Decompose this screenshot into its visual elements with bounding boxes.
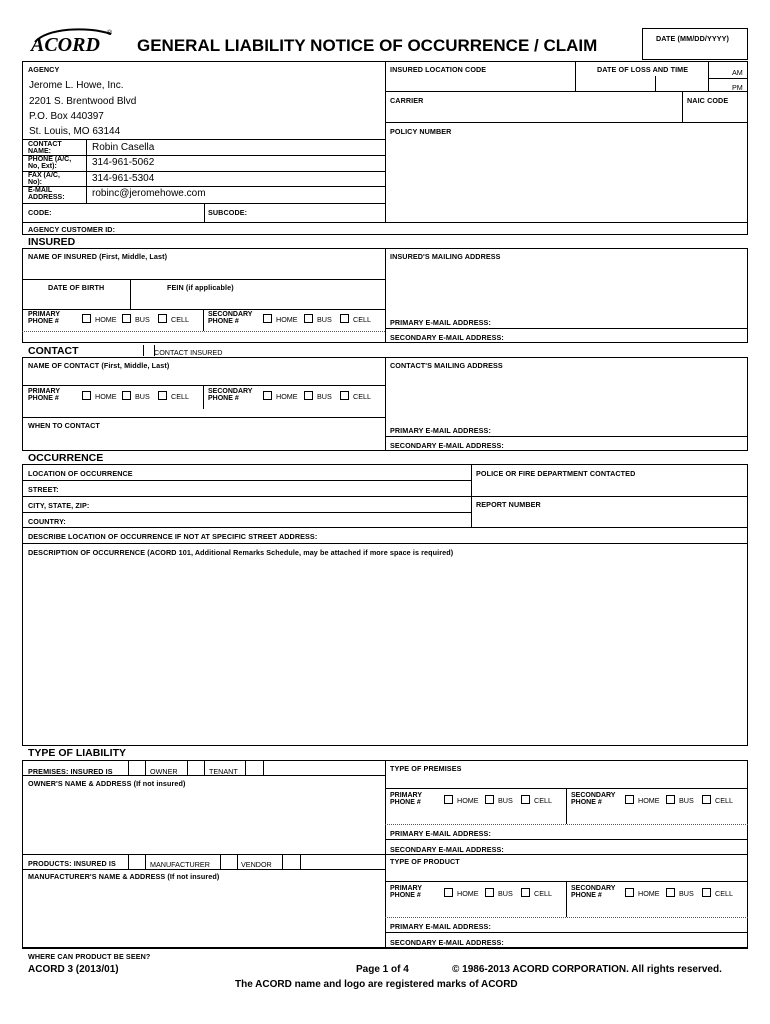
bus-label: BUS <box>679 796 694 805</box>
insured-secondary-home-checkbox[interactable] <box>263 314 272 323</box>
bus-label: BUS <box>317 315 332 324</box>
bus-label: BUS <box>135 315 150 324</box>
cell-label: CELL <box>534 889 552 898</box>
insured-location-code-label: INSURED LOCATION CODE <box>390 65 487 74</box>
insured-secondary-phone-label: SECONDARY PHONE # <box>208 311 253 325</box>
cell-label: CELL <box>353 315 371 324</box>
trademark: The ACORD name and logo are registered marks of ACORD <box>235 979 518 990</box>
contact-primary-home-checkbox[interactable] <box>82 391 91 400</box>
owner-secondary-cell-checkbox[interactable] <box>702 795 711 804</box>
describe-location-label: DESCRIBE LOCATION OF OCCURRENCE IF NOT AT SPECIFIC STREET ADDRESS: <box>28 532 318 541</box>
acord-logo <box>27 26 117 60</box>
carrier-label: CARRIER <box>390 96 424 105</box>
owner-option[interactable]: OWNER <box>150 767 178 776</box>
tenant-option[interactable]: TENANT <box>209 767 238 776</box>
cell-label: CELL <box>715 889 733 898</box>
mfr-primary-home-checkbox[interactable] <box>444 888 453 897</box>
fein-label: FEIN (if applicable) <box>167 283 234 292</box>
bus-label: BUS <box>498 889 513 898</box>
phone-label: PHONE (A/C, No, Ext): <box>28 156 72 170</box>
premises-label: PREMISES: INSURED IS <box>28 767 113 776</box>
agency-contact-name[interactable]: Robin Casella <box>92 142 155 153</box>
home-label: HOME <box>457 796 479 805</box>
agency-name[interactable]: Jerome L. Howe, Inc. <box>29 80 124 91</box>
agency-city[interactable]: St. Louis, MO 63144 <box>29 126 121 137</box>
naic-code-label: NAIC CODE <box>687 96 729 105</box>
agency-label: AGENCY <box>28 65 60 74</box>
report-number-label: REPORT NUMBER <box>476 500 541 509</box>
mfr-primary-email-label: PRIMARY E-MAIL ADDRESS: <box>390 922 491 931</box>
home-label: HOME <box>276 392 298 401</box>
insured-secondary-cell-checkbox[interactable] <box>340 314 349 323</box>
agency-fax[interactable]: 314-961-5304 <box>92 173 155 184</box>
owners-name-label: OWNER'S NAME & ADDRESS (If not insured) <box>28 779 186 788</box>
policy-number-label: POLICY NUMBER <box>390 127 452 136</box>
type-of-premises-label: TYPE OF PREMISES <box>390 764 462 773</box>
bus-label: BUS <box>679 889 694 898</box>
agency-email[interactable]: robinc@jeromehowe.com <box>92 188 206 199</box>
registered-mark: ® <box>107 30 113 37</box>
am-label[interactable]: AM <box>732 68 743 77</box>
contact-mailing-label: CONTACT'S MAILING ADDRESS <box>390 361 503 370</box>
contact-primary-email-label: PRIMARY E-MAIL ADDRESS: <box>390 426 491 435</box>
insured-mailing-label: INSURED'S MAILING ADDRESS <box>390 252 501 261</box>
home-label: HOME <box>95 392 117 401</box>
home-label: HOME <box>638 796 660 805</box>
form-title: GENERAL LIABILITY NOTICE OF OCCURRENCE / CLAIM <box>137 36 598 55</box>
mfr-secondary-cell-checkbox[interactable] <box>702 888 711 897</box>
manufacturers-name-label: MANUFACTURER'S NAME & ADDRESS (If not insured) <box>28 872 220 881</box>
owner-secondary-phone-label: SECONDARY PHONE # <box>571 792 616 806</box>
cell-label: CELL <box>534 796 552 805</box>
bus-label: BUS <box>317 392 332 401</box>
insured-secondary-email-label: SECONDARY E-MAIL ADDRESS: <box>390 333 504 342</box>
liability-section-title: TYPE OF LIABILITY <box>28 747 127 759</box>
mfr-primary-bus-checkbox[interactable] <box>485 888 494 897</box>
owner-secondary-home-checkbox[interactable] <box>625 795 634 804</box>
owner-secondary-email-label: SECONDARY E-MAIL ADDRESS: <box>390 845 504 854</box>
occurrence-block <box>22 464 748 746</box>
city-state-zip-label: CITY, STATE, ZIP: <box>28 501 90 510</box>
owner-primary-bus-checkbox[interactable] <box>485 795 494 804</box>
contact-secondary-home-checkbox[interactable] <box>263 391 272 400</box>
when-to-contact-label: WHEN TO CONTACT <box>28 421 100 430</box>
date-label: DATE (MM/DD/YYYY) <box>656 34 730 43</box>
code-label: CODE: <box>28 208 52 217</box>
street-label: STREET: <box>28 485 59 494</box>
copyright: © 1986-2013 ACORD CORPORATION. All rights reserved. <box>452 964 722 975</box>
fax-label: FAX (A/C, No): <box>28 172 60 186</box>
insured-primary-email-label: PRIMARY E-MAIL ADDRESS: <box>390 318 491 327</box>
date-of-loss-label: DATE OF LOSS AND TIME <box>597 65 689 74</box>
contact-name-label: CONTACT NAME: <box>28 141 62 155</box>
owner-secondary-bus-checkbox[interactable] <box>666 795 675 804</box>
agency-phone[interactable]: 314-961-5062 <box>92 157 155 168</box>
insured-secondary-bus-checkbox[interactable] <box>304 314 313 323</box>
police-label: POLICE OR FIRE DEPARTMENT CONTACTED <box>476 469 636 478</box>
cell-label: CELL <box>171 392 189 401</box>
insured-primary-phone-label: PRIMARY PHONE # <box>28 311 60 325</box>
mfr-secondary-home-checkbox[interactable] <box>625 888 634 897</box>
contact-insured-label: CONTACT INSURED <box>154 348 223 357</box>
insured-name-label: NAME OF INSURED (First, Middle, Last) <box>28 252 168 261</box>
pm-label[interactable]: PM <box>732 83 743 92</box>
customer-id-label: AGENCY CUSTOMER ID: <box>28 225 116 234</box>
insured-primary-bus-checkbox[interactable] <box>122 314 131 323</box>
agency-address2[interactable]: P.O. Box 440397 <box>29 111 104 122</box>
email-label: E-MAIL ADDRESS: <box>28 187 65 201</box>
agency-address1[interactable]: 2201 S. Brentwood Blvd <box>29 96 137 107</box>
mfr-secondary-phone-label: SECONDARY PHONE # <box>571 885 616 899</box>
where-seen-label: WHERE CAN PRODUCT BE SEEN? <box>28 952 151 961</box>
type-of-product-label: TYPE OF PRODUCT <box>390 857 460 866</box>
vendor-option[interactable]: VENDOR <box>241 860 272 869</box>
contact-primary-cell-checkbox[interactable] <box>158 391 167 400</box>
manufacturer-option[interactable]: MANUFACTURER <box>150 860 210 869</box>
contact-secondary-cell-checkbox[interactable] <box>340 391 349 400</box>
cell-label: CELL <box>715 796 733 805</box>
contact-primary-bus-checkbox[interactable] <box>122 391 131 400</box>
date-box[interactable] <box>642 28 748 60</box>
subcode-label: SUBCODE: <box>208 208 248 217</box>
location-label: LOCATION OF OCCURRENCE <box>28 469 133 478</box>
insured-primary-home-checkbox[interactable] <box>82 314 91 323</box>
home-label: HOME <box>638 889 660 898</box>
description-label: DESCRIPTION OF OCCURRENCE (ACORD 101, Additional Remarks Schedule, may be attached if more space is required) <box>28 548 454 557</box>
insured-section-title: INSURED <box>28 236 76 248</box>
owner-primary-home-checkbox[interactable] <box>444 795 453 804</box>
contact-name-label: NAME OF CONTACT (First, Middle, Last) <box>28 361 170 370</box>
cell-label: CELL <box>353 392 371 401</box>
dob-label: DATE OF BIRTH <box>48 283 105 292</box>
contact-primary-phone-label: PRIMARY PHONE # <box>28 388 60 402</box>
mfr-primary-phone-label: PRIMARY PHONE # <box>390 885 422 899</box>
contact-secondary-email-label: SECONDARY E-MAIL ADDRESS: <box>390 441 504 450</box>
mfr-primary-cell-checkbox[interactable] <box>521 888 530 897</box>
page-number: Page 1 of 4 <box>356 964 409 975</box>
contact-secondary-bus-checkbox[interactable] <box>304 391 313 400</box>
products-label: PRODUCTS: INSURED IS <box>28 859 116 868</box>
contact-secondary-phone-label: SECONDARY PHONE # <box>208 388 253 402</box>
bus-label: BUS <box>498 796 513 805</box>
country-label: COUNTRY: <box>28 517 66 526</box>
cell-label: CELL <box>171 315 189 324</box>
acord-logo-text: ACORD <box>31 34 100 56</box>
insured-primary-cell-checkbox[interactable] <box>158 314 167 323</box>
mfr-secondary-email-label: SECONDARY E-MAIL ADDRESS: <box>390 938 504 947</box>
home-label: HOME <box>276 315 298 324</box>
owner-primary-phone-label: PRIMARY PHONE # <box>390 792 422 806</box>
owner-primary-cell-checkbox[interactable] <box>521 795 530 804</box>
form-number: ACORD 3 (2013/01) <box>28 964 119 975</box>
occurrence-section-title: OCCURRENCE <box>28 452 104 464</box>
bus-label: BUS <box>135 392 150 401</box>
owner-primary-email-label: PRIMARY E-MAIL ADDRESS: <box>390 829 491 838</box>
home-label: HOME <box>457 889 479 898</box>
contact-section-title: CONTACT <box>28 345 79 357</box>
home-label: HOME <box>95 315 117 324</box>
mfr-secondary-bus-checkbox[interactable] <box>666 888 675 897</box>
